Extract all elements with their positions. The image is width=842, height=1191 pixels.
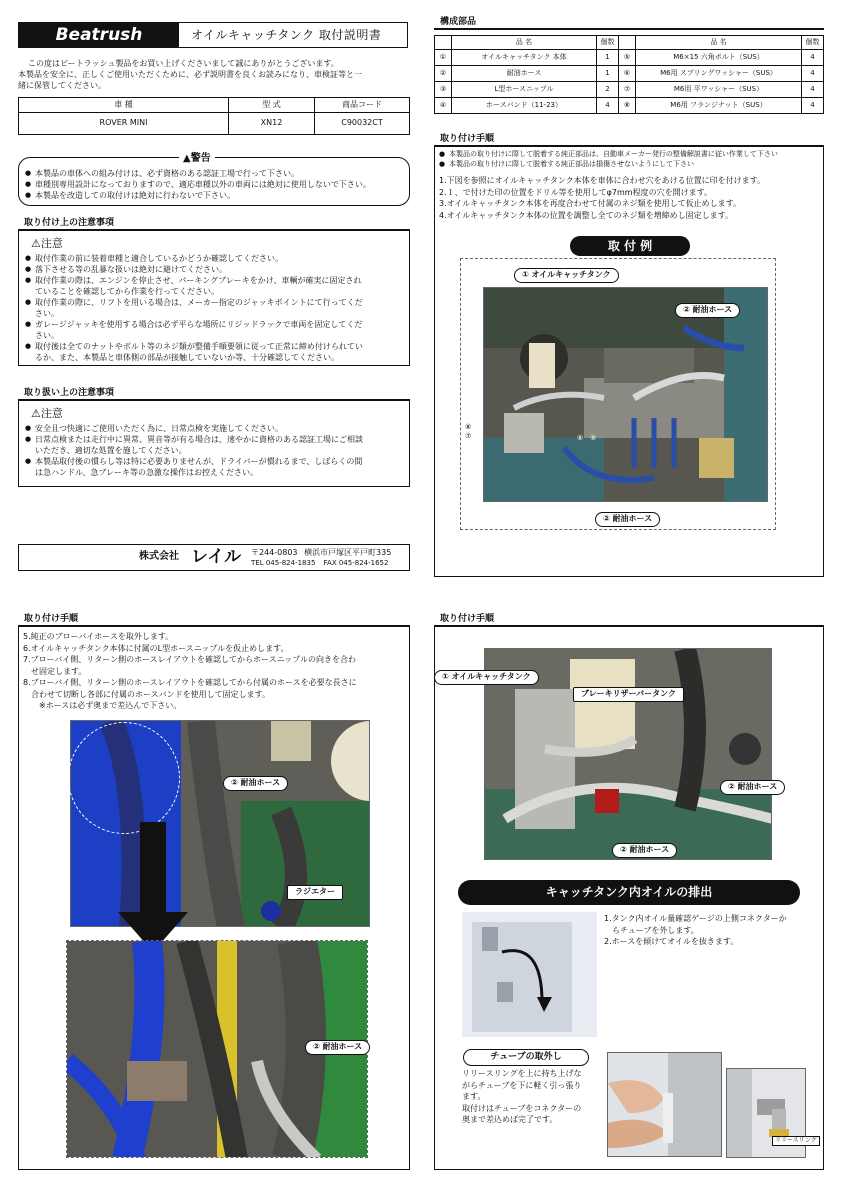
parts-cell: ⑦ (619, 82, 636, 98)
install-caution-item (25, 319, 403, 341)
install-cautions-box: ⚠注意 ● 取付作業の前に装着車種と適合しているかどうか確認してください。 ● 落下させる等の乱暴な扱いは絶対に避けてください。 ● 取付作業の際は、エンジンを停止させ、パーキングブレーキをかけ、車輌が確実に固定され ていることを確認してから作業を行ってください。 ● 取付作業の際に、リフトを用いる場合は、メーカー指定のジャッキポイントにて行ってくだ さい。 ● ガレージジャッキを使用する場合は必ず平らな場所にリジッドラックで車両を固定してくだ さい。 ● 取付後は全てのナットやボルト等のネジ類が整備手順要領に従って正常に締め付けられてい るか、また、本製品と車体側の部品が接触していないか等、十分確認してください。 (18, 231, 410, 366)
vehicle-table (18, 97, 410, 135)
gauge-photo (462, 912, 597, 1037)
procedure1-box: ● 本製品の取り付けに際して脱着する純正部品は、自動車メーカー発行の整備解説書に従い作業して下さい ● 本製品の取り付けに際して脱着する純正部品は損傷させないようにして下さい 1.下図を参照にオイルキャッチタンク本体を車体に合わせ穴をあける位置に印を付けます。 2.１、で付けた印の位置をドリル等を使用してφ7mm程度の穴を開けます。 3.オイルキャッチタンク本体を再度合わせて付属のネジ類を使用して仮止めします。 4.オイルキャッチタンク本体の位置を調整し全てのネジ類を増締めし固定します。 (434, 147, 824, 577)
warning-box: ▲警告 ● 本製品の車体への組み付けは、必ず資格のある認証工場で行って下さい。 ● 車種別専用設計になっておりますので、適応車種以外の車両には絶対に使用しないで下さい。 ● 本製品を改造しての取付けは絶対に行わないで下さい。 (18, 157, 410, 206)
parts-cell: 4 (802, 50, 824, 66)
company-name: レイル (191, 547, 242, 567)
label-hose-bottom: ② 耐油ホース (305, 1040, 370, 1055)
warning-title: ▲警告 (179, 152, 215, 166)
brand-header (18, 22, 408, 48)
parts-cell: M6用 スプリングワッシャー（SUS） (636, 66, 802, 82)
parts-cell: 1 (597, 66, 619, 82)
handling-caution-line: ● 本製品取付後の慣らし等は特に必要ありませんが、ドライバーが慣れるまで、しばらくの間 (35, 457, 363, 466)
label-radiator: ラジエター (287, 885, 343, 900)
label-hose-top: ② 耐油ホース (223, 776, 288, 791)
install-caution-item (25, 341, 403, 363)
install-caution-line: さい。 (35, 331, 59, 340)
gauge-illustration (462, 912, 597, 1037)
release-ring-label: リリースリング (772, 1136, 820, 1146)
handling-caution-item (25, 434, 403, 456)
example-title: 取 付 例 (570, 236, 690, 256)
label-brake-reservoir: ブレーキリザーバータンク (573, 687, 684, 702)
code-cell: C90032CT (315, 113, 410, 135)
handling-caution-line: は急ハンドル、急ブレーキ等の急激な操作はお控えください。 (35, 468, 259, 477)
install-caution-line: るか、また、本製品と車体側の部品が接触していないか等、十分確認してください。 (35, 353, 339, 362)
parts-cell: M6用 フランジナット（SUS） (636, 98, 802, 114)
parts-row (435, 66, 824, 82)
procedure2-box: 5.純正のブローバイホースを取外します。 6.オイルキャッチタンク本体に付属のL型ホースニップルを仮止めします。 7.ブローバイ側、リターン側のホースレイアウトを確認してからホースニップルの向きを合わ せ固定します。 8.ブローバイ側、リターン側のホースレイアウトを確認してから付属のホースを必要な長さに 合わせて切断し各部に付属のホースバンドを使用して固定します。 ※ホースは必ず奥まで差込んで下さい。 (18, 627, 410, 1170)
parts-cell: ⑤ (619, 50, 636, 66)
parts-cell: 耐油ホース (452, 66, 597, 82)
parts-cell: 1 (597, 50, 619, 66)
document-title: オイルキャッチタンク 取付説明書 (191, 28, 382, 42)
parts-row (435, 82, 824, 98)
tube-title: チューブの取外し (463, 1049, 589, 1066)
company-box (18, 544, 410, 571)
parts-cell: L型ホースニップル (452, 82, 597, 98)
drain-steps: 1.タンク内オイル量確認ゲージの上側コネクターか らチューブを外します。 2.ホースを傾けてオイルを抜きます。 (604, 914, 787, 946)
label-hose-2a: ② 耐油ホース (720, 780, 785, 795)
model-col-header: 型 式 (229, 98, 315, 113)
caution-triangle-icon: ⚠ (31, 407, 41, 420)
code-col-header: 商品コード (315, 98, 410, 113)
company-address: 横浜市戸塚区平戸町335 (304, 548, 392, 557)
engine-illustration (484, 288, 768, 502)
parts-cell: 4 (597, 98, 619, 114)
parts-cell: ⑧ (619, 98, 636, 114)
install-caution-item (25, 297, 403, 319)
handling-caution-line: ● 安全且つ快適にご使用いただく為に、日常点検を実施してください。 (35, 424, 283, 433)
parts-cell: ホースバンド（11-23） (452, 98, 597, 114)
parts-cell: 2 (597, 82, 619, 98)
label-hose-a: ② 耐油ホース (675, 303, 740, 318)
label-hose-2b: ② 耐油ホース (612, 843, 677, 858)
install-caution-item (25, 275, 403, 297)
parts-cell: オイルキャッチタンク 本体 (452, 50, 597, 66)
handling-cautions-header: 取り扱い上の注意事項 (18, 386, 410, 401)
label-tank: ① オイルキャッチタンク (514, 268, 619, 283)
vehicle-cell: ROVER MINI (19, 113, 229, 135)
install-caution-item (25, 253, 403, 264)
company-fax: FAX 045-824-1652 (323, 559, 389, 567)
vehicle-col-header: 車 種 (19, 98, 229, 113)
label-hose-b: ② 耐油ホース (595, 512, 660, 527)
tube-text: リリースリングを上に持ち上げな がらチューブを下に軽く引っ張り ます。 取付けはチューブをコネクターの 奥まで差込めば完了です。 (462, 1069, 582, 1124)
parts-row (435, 50, 824, 66)
parts-cell: ⑥ (619, 66, 636, 82)
parts-row (435, 98, 824, 114)
company-prefix: 株式会社 (139, 551, 179, 562)
install-caution-line: ● 取付作業の際は、エンジンを停止させ、パーキングブレーキをかけ、車輌が確実に固定され (35, 276, 362, 285)
small-label-7: ⑦ (465, 432, 472, 440)
parts-cell: 4 (802, 66, 824, 82)
small-label-5: ⑤ (590, 434, 597, 442)
handling-cautions-box: ⚠注意 ● 安全且つ快適にご使用いただく為に、日常点検を実施してください。 ● 日常点検または走行中に異常、異音等が有る場合は、速やかに資格のある認証工場にご相談 いただき、適切な処置を施してください。 ● 本製品取付後の慣らし等は特に必要ありませんが、ドライバーが慣れるまで、しばらくの間 は急ハンドル、急ブレーキ等の急激な操作はお控えください。 (18, 401, 410, 487)
parts-cell: ③ (435, 82, 452, 98)
engine-photo-1 (483, 287, 768, 502)
install-caution-line: ● 取付作業の際に、リフトを用いる場合は、メーカー指定のジャッキポイントにて行ってくだ (35, 298, 363, 307)
install-caution-line: ● 取付後は全てのナットやボルト等のネジ類が整備手順要領に従って正常に締め付けられてい (35, 342, 363, 351)
model-cell: XN12 (229, 113, 315, 135)
parts-cell: M6用 平ワッシャー（SUS） (636, 82, 802, 98)
hand-illustration (608, 1053, 722, 1157)
install-caution-line: ていることを確認してから作業を行ってください。 (35, 287, 219, 296)
company-zip: 〒244-0803 (251, 548, 298, 557)
label-tank-2: ① オイルキャッチタンク (434, 670, 539, 685)
parts-table: 品 名 個数 品 名 個数 ① オイルキャッチタンク 本体 1 ⑤ M6×15 六角ボルト（SUS） 4 ② 耐油ホース 1 ⑥ M6用 スプリングワッシャー（SUS） 4 ③ L型ホースニップル 2 ⑦ M6用 平ワッシャー（SUS） 4 ④ ホースバンド（11-23） 4 ⑧ M6用 フランジナット（SUS） 4 (434, 35, 824, 114)
small-label-8: ⑧ (465, 423, 472, 431)
install-caution-line: さい。 (35, 309, 59, 318)
parts-cell: ② (435, 66, 452, 82)
install-cautions-header: 取り付け上の注意事項 (18, 216, 410, 231)
install-caution-line: ● 落下させる等の乱暴な扱いは絶対に避けてください。 (35, 265, 227, 274)
drain-title: キャッチタンク内オイルの排出 (458, 880, 800, 905)
warning-triangle-icon: ▲ (183, 153, 191, 164)
procedure3-header: 取り付け手順 (434, 612, 824, 627)
parts-cell: ① (435, 50, 452, 66)
parts-cell: 4 (802, 82, 824, 98)
handling-caution-item (25, 456, 403, 478)
install-caution-line: ● 取付作業の前に装着車種と適合しているかどうか確認してください。 (35, 254, 283, 263)
small-label-6: ⑥ (577, 434, 584, 442)
procedure1-header: 取り付け手順 (434, 132, 824, 147)
handling-caution-item (25, 423, 403, 434)
parts-cell: M6×15 六角ボルト（SUS） (636, 50, 802, 66)
tube-removal-photo (607, 1052, 722, 1157)
company-tel: TEL 045-824-1835 (251, 559, 316, 567)
intro-text: この度はビートラッシュ製品をお買い上げくださいまして誠にありがとうございます。 本製品を安全に、正しくご使用いただくために、必ず説明書を良くお読みになり、車検証等と一 緒に保管してください。 (18, 59, 362, 90)
parts-cell: ④ (435, 98, 452, 114)
caution-triangle-icon: ⚠ (31, 237, 41, 250)
install-caution-line: ● ガレージジャッキを使用する場合は必ず平らな場所にリジッドラックで車両を固定してくだ (35, 320, 363, 329)
parts-cell: 4 (802, 98, 824, 114)
zoom-circle (68, 722, 180, 834)
handling-caution-line: ● 日常点検または走行中に異常、異音等が有る場合は、速やかに資格のある認証工場にご相談 (35, 435, 363, 444)
brand-logo: Beatrush (19, 23, 179, 47)
install-caution-item (25, 264, 403, 275)
parts-header: 構成部品 (434, 15, 824, 30)
handling-caution-line: いただき、適切な処置を施してください。 (35, 446, 187, 455)
procedure2-header: 取り付け手順 (18, 612, 410, 627)
